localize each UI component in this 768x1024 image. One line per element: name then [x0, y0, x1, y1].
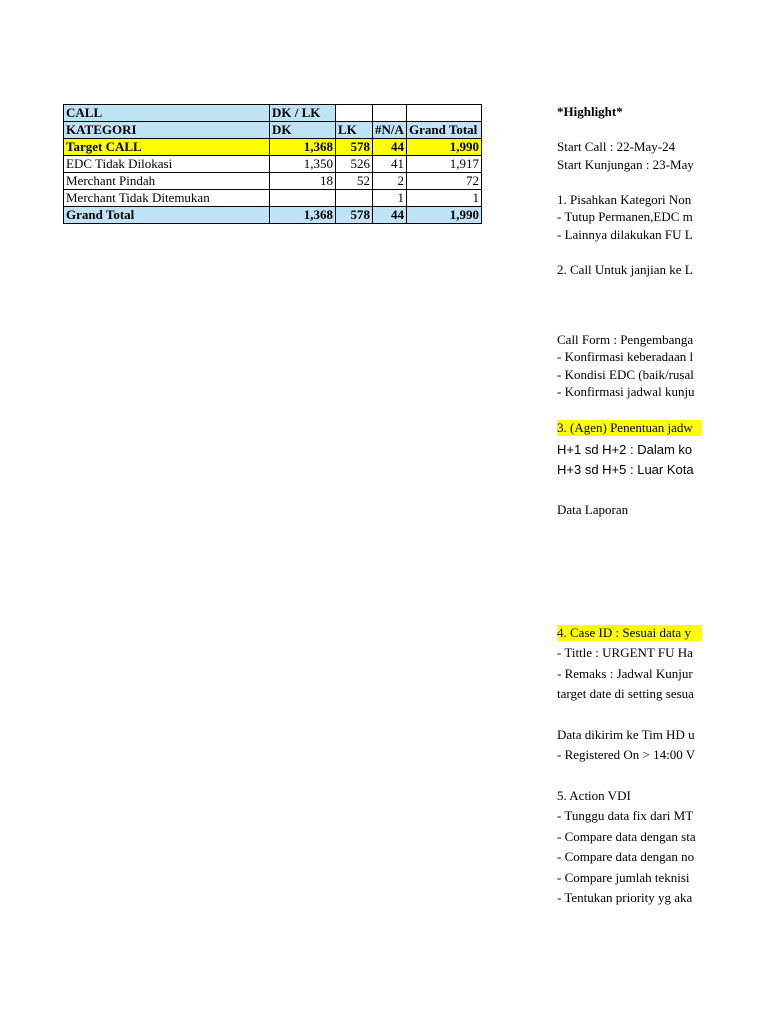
note-item-4a[interactable]: - Tittle : URGENT FU Ha: [557, 645, 693, 660]
table-cell[interactable]: 1,368: [270, 207, 336, 224]
note-item-3[interactable]: 3. (Agen) Penentuan jadw: [557, 420, 702, 436]
note-item-5d[interactable]: - Compare jumlah teknisi: [557, 870, 690, 885]
note-item-3a[interactable]: H+1 sd H+2 : Dalam ko: [557, 442, 693, 457]
table-cell[interactable]: 578: [336, 207, 373, 224]
table-cell[interactable]: 2: [373, 173, 407, 190]
table-cell[interactable]: 1: [407, 190, 482, 207]
note-item-3b[interactable]: H+3 sd H+5 : Luar Kota: [557, 462, 694, 477]
table-cell[interactable]: 44: [373, 139, 407, 156]
table-cell[interactable]: [270, 190, 336, 207]
data-laporan-text[interactable]: Data Laporan: [557, 502, 629, 517]
note-item-2[interactable]: 2. Call Untuk janjian ke L: [557, 262, 693, 277]
header-cell[interactable]: Grand Total: [407, 122, 482, 139]
registered-text[interactable]: - Registered On > 14:00 V: [557, 747, 696, 762]
highlight-notes: [557, 102, 702, 922]
table-cell[interactable]: 1,990: [407, 139, 482, 156]
header-cell[interactable]: #N/A: [373, 122, 407, 139]
header-cell[interactable]: LK: [336, 122, 373, 139]
note-item-5e[interactable]: - Tentukan priority yg aka: [557, 890, 693, 905]
table-row: [64, 173, 482, 190]
header-cell[interactable]: DK: [270, 122, 336, 139]
data-sent-text[interactable]: Data dikirim ke Tim HD u: [557, 727, 695, 742]
table-row: [64, 156, 482, 173]
table-cell[interactable]: [336, 190, 373, 207]
note-item-4[interactable]: 4. Case ID : Sesuai data y: [557, 625, 702, 641]
note-item-1b[interactable]: - Lainnya dilakukan FU L: [557, 227, 693, 242]
table-cell[interactable]: EDC Tidak Dilokasi: [64, 156, 270, 173]
start-visit-text[interactable]: Start Kunjungan : 23-May: [557, 157, 694, 172]
header-cell[interactable]: [407, 105, 482, 122]
table-cell[interactable]: 44: [373, 207, 407, 224]
table-cell[interactable]: Target CALL: [64, 139, 270, 156]
table-cell[interactable]: 41: [373, 156, 407, 173]
call-form-b[interactable]: - Kondisi EDC (baik/rusal: [557, 367, 694, 382]
note-item-4c[interactable]: target date di setting sesua: [557, 686, 694, 701]
note-item-5a[interactable]: - Tunggu data fix dari MT: [557, 808, 694, 823]
note-item-1[interactable]: 1. Pisahkan Kategori Non: [557, 192, 692, 207]
notes-title[interactable]: *Highlight*: [557, 104, 623, 119]
table-cell[interactable]: 52: [336, 173, 373, 190]
note-item-1a[interactable]: - Tutup Permanen,EDC m: [557, 209, 693, 224]
note-item-5[interactable]: 5. Action VDI: [557, 788, 631, 803]
call-form-a[interactable]: - Konfirmasi keberadaan l: [557, 349, 694, 364]
table-cell[interactable]: 1,350: [270, 156, 336, 173]
table-cell[interactable]: 72: [407, 173, 482, 190]
grand-total-row: [64, 207, 482, 224]
table-cell[interactable]: 18: [270, 173, 336, 190]
table-cell[interactable]: 526: [336, 156, 373, 173]
table-cell[interactable]: 1,368: [270, 139, 336, 156]
note-item-4b[interactable]: - Remaks : Jadwal Kunjur: [557, 666, 693, 681]
pivot-table: [63, 104, 482, 224]
note-item-5b[interactable]: - Compare data dengan sta: [557, 829, 696, 844]
table-cell[interactable]: 1: [373, 190, 407, 207]
header-cell[interactable]: [373, 105, 407, 122]
target-call-row: [64, 139, 482, 156]
note-item-5c[interactable]: - Compare data dengan no: [557, 849, 695, 864]
header-cell[interactable]: CALL: [64, 105, 270, 122]
table-cell[interactable]: 1,990: [407, 207, 482, 224]
pivot-header-row-2: [64, 122, 482, 139]
table-cell[interactable]: Grand Total: [64, 207, 270, 224]
call-form-text[interactable]: Call Form : Pengembanga: [557, 332, 694, 347]
table-cell[interactable]: 578: [336, 139, 373, 156]
table-cell[interactable]: 1,917: [407, 156, 482, 173]
header-cell[interactable]: KATEGORI: [64, 122, 270, 139]
table-cell[interactable]: Merchant Tidak Ditemukan: [64, 190, 270, 207]
header-cell[interactable]: [336, 105, 373, 122]
call-form-c[interactable]: - Konfirmasi jadwal kunju: [557, 384, 695, 399]
start-call-text[interactable]: Start Call : 22-May-24: [557, 139, 676, 154]
table-cell[interactable]: Merchant Pindah: [64, 173, 270, 190]
header-cell[interactable]: DK / LK: [270, 105, 336, 122]
pivot-header-row-1: [64, 105, 482, 122]
table-row: [64, 190, 482, 207]
